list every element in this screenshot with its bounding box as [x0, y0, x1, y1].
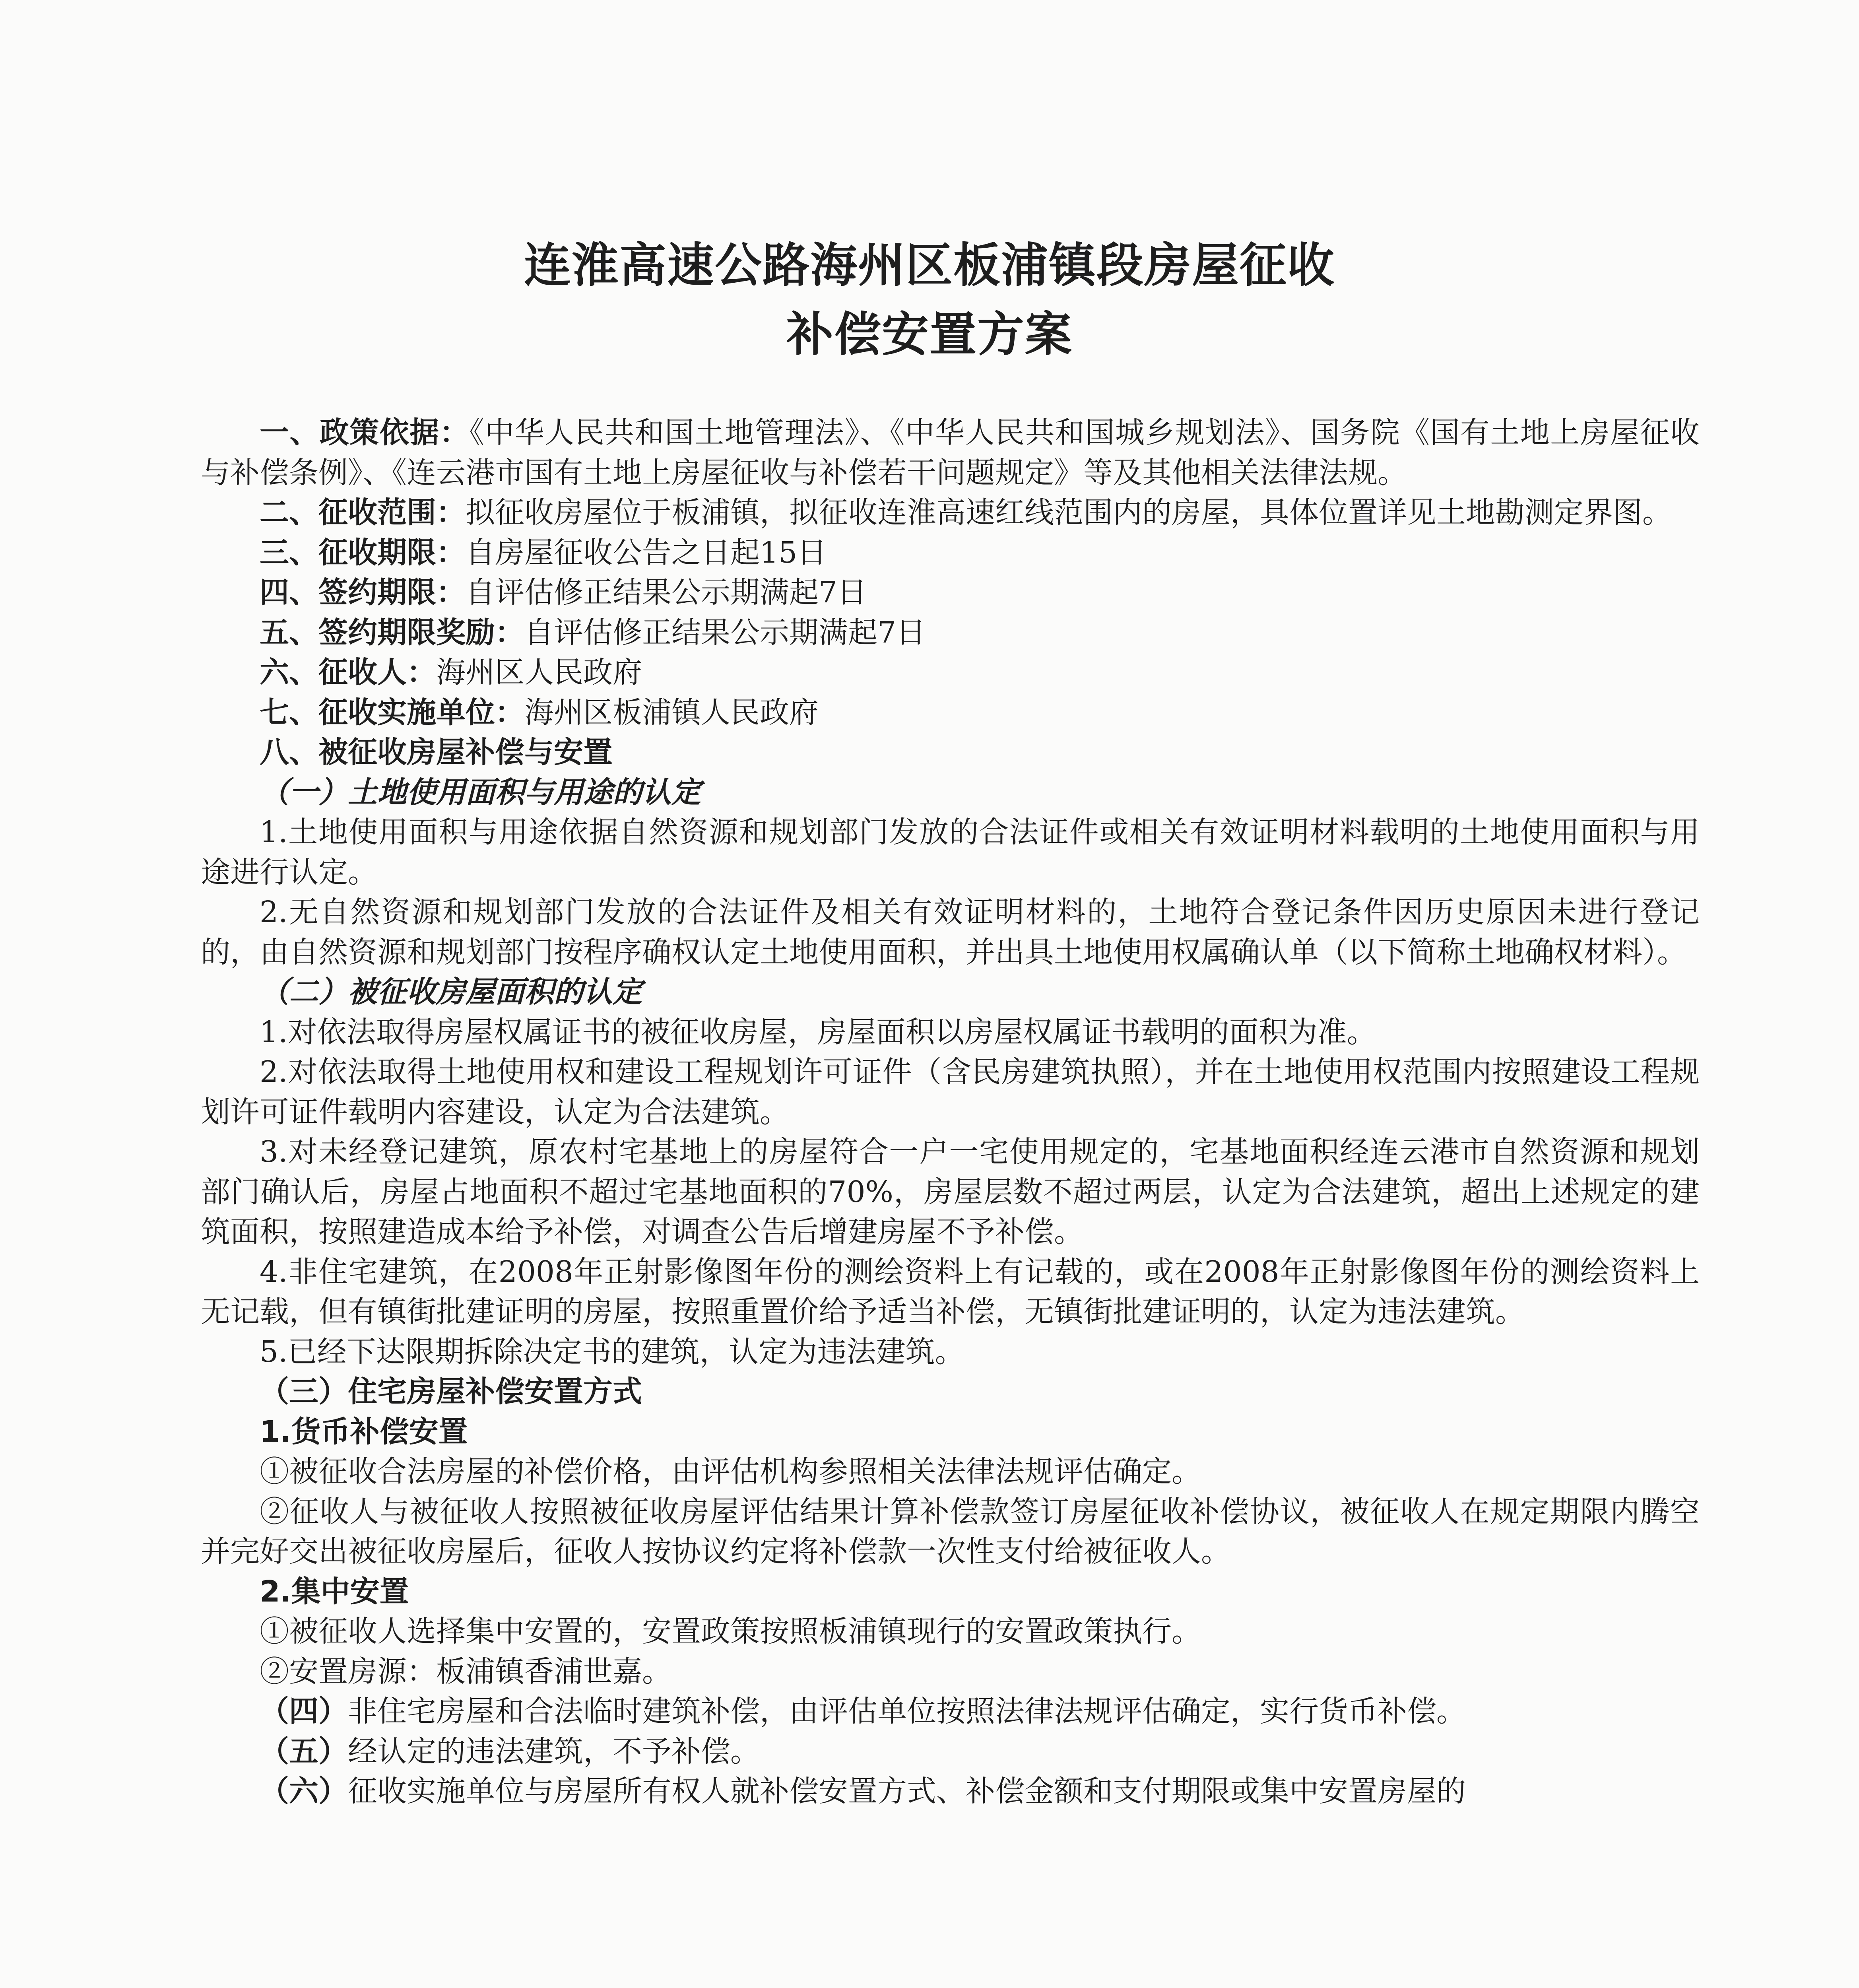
subsection-heading: （三）住宅房屋补偿安置方式: [260, 1375, 642, 1409]
subsection-text: 非住宅房屋和合法临时建筑补偿，由评估单位按照法律法规评估确定，实行货币补偿。: [348, 1694, 1466, 1728]
section-text: 自房屋征收公告之日起15日: [466, 535, 827, 570]
section-period: [201, 533, 1700, 573]
paragraph: 5.已经下达限期拆除决定书的建筑，认定为违法建筑。: [260, 1334, 964, 1369]
subsection-heading: （一）土地使用面积与用途的认定: [260, 775, 701, 810]
subsection-label: （四）: [260, 1694, 348, 1728]
subsection-land-heading: [201, 773, 1700, 813]
paragraph: 4.非住宅建筑，在2008年正射影像图年份的测绘资料上有记载的，或在2008年正射影像图年份的测绘资料上无记载，但有镇街批建证明的房屋，按照重置价给予适当补偿，无镇街批建证明的，认定为违法建筑。: [201, 1254, 1700, 1329]
paragraph: 2.无自然资源和规划部门发放的合法证件及相关有效证明材料的，土地符合登记条件因历史原因未进行登记的，由自然资源和规划部门按程序确权认定土地使用面积，并出具土地使用权属确认单（以下简称土地确权材料）。: [201, 895, 1700, 969]
section-text: 自评估修正结果公示期满起7日: [524, 615, 926, 650]
paragraph: 3.对未经登记建筑，原农村宅基地上的房屋符合一户一宅使用规定的，宅基地面积经连云港市自然资源和规划部门确认后，房屋占地面积不超过宅基地面积的70%，房屋层数不超过两层，认定为合法建筑，超出上述规定的建筑面积，按照建造成本给予补偿，对调查公告后增建房屋不予补偿。: [201, 1135, 1700, 1249]
document-title-line-2: 补偿安置方案: [786, 307, 1073, 362]
section-label: 六、征收人：: [260, 655, 436, 689]
section-label: 八、被征收房屋补偿与安置: [260, 735, 613, 769]
section-label: 四、签约期限：: [260, 575, 466, 610]
document-title-line-1: 连淮高速公路海州区板浦镇段房屋征收: [524, 237, 1335, 293]
subsection-agreement: [201, 1771, 1700, 1811]
section-policy-basis: [201, 413, 1700, 493]
paragraph: ①被征收合法房屋的补偿价格，由评估机构参照相关法律法规评估确定。: [260, 1454, 1201, 1489]
method-heading: [201, 1412, 1700, 1452]
section-label: 二、征收范围：: [260, 495, 466, 530]
subsection-residential-heading: [201, 1372, 1700, 1412]
subsection-text: 征收实施单位与房屋所有权人就补偿安置方式、补偿金额和支付期限或集中安置房屋的: [348, 1774, 1466, 1808]
subsection-heading: （二）被征收房屋面积的认定: [260, 975, 642, 1009]
subsection-illegal: [201, 1732, 1700, 1772]
section-expropriator: [201, 652, 1700, 693]
section-text: 海州区人民政府: [436, 655, 642, 689]
section-label: 五、签约期限奖励：: [260, 615, 524, 650]
paragraph: ②征收人与被征收人按照被征收房屋评估结果计算补偿款签订房屋征收补偿协议，被征收人在规定期限内腾空并完好交出被征收房屋后，征收人按协议约定将补偿款一次性支付给被征收人。: [201, 1494, 1700, 1569]
section-scope: [201, 493, 1700, 533]
method-heading-text: 1.货币补偿安置: [260, 1414, 468, 1449]
subsection-label: （五）: [260, 1734, 348, 1769]
subsection-area-heading: [201, 972, 1700, 1012]
subsection-text: 经认定的违法建筑，不予补偿。: [348, 1734, 760, 1769]
paragraph: ①被征收人选择集中安置的，安置政策按照板浦镇现行的安置政策执行。: [260, 1614, 1201, 1648]
paragraph: 2.对依法取得土地使用权和建设工程规划许可证件（含民房建筑执照），并在土地使用权范围内按照建设工程规划许可证件载明内容建设，认定为合法建筑。: [201, 1055, 1700, 1129]
section-compensation-heading: [201, 732, 1700, 773]
section-text: 拟征收房屋位于板浦镇，拟征收连淮高速红线范围内的房屋，具体位置详见土地勘测定界图。: [466, 495, 1672, 530]
document-body: [201, 413, 1700, 1811]
method-heading-text: 2.集中安置: [260, 1574, 409, 1609]
section-text: 《中华人民共和国土地管理法》、《中华人民共和国城乡规划法》、国务院《国有土地上房屋征收与补偿条例》、《连云港市国有土地上房屋征收与补偿若干问题规定》等及其他相关法律法规。: [201, 415, 1700, 490]
section-label: 一、政策依据：: [260, 415, 470, 450]
section-signing-reward: [201, 613, 1700, 653]
section-signing-period: [201, 573, 1700, 613]
method-heading: [201, 1572, 1700, 1612]
paragraph: 1.土地使用面积与用途依据自然资源和规划部门发放的合法证件或相关有效证明材料载明的土地使用面积与用途进行认定。: [201, 815, 1700, 889]
section-implementer: [201, 693, 1700, 733]
paragraph: ②安置房源：板浦镇香浦世嘉。: [260, 1654, 671, 1689]
paragraph: 1.对依法取得房屋权属证书的被征收房屋，房屋面积以房屋权属证书载明的面积为准。: [260, 1015, 1376, 1049]
section-text: 海州区板浦镇人民政府: [524, 695, 819, 730]
subsection-label: （六）: [260, 1774, 348, 1808]
subsection-nonresidential: [201, 1691, 1700, 1732]
section-text: 自评估修正结果公示期满起7日: [466, 575, 867, 610]
section-label: 三、征收期限：: [260, 535, 466, 570]
section-label: 七、征收实施单位：: [260, 695, 524, 730]
